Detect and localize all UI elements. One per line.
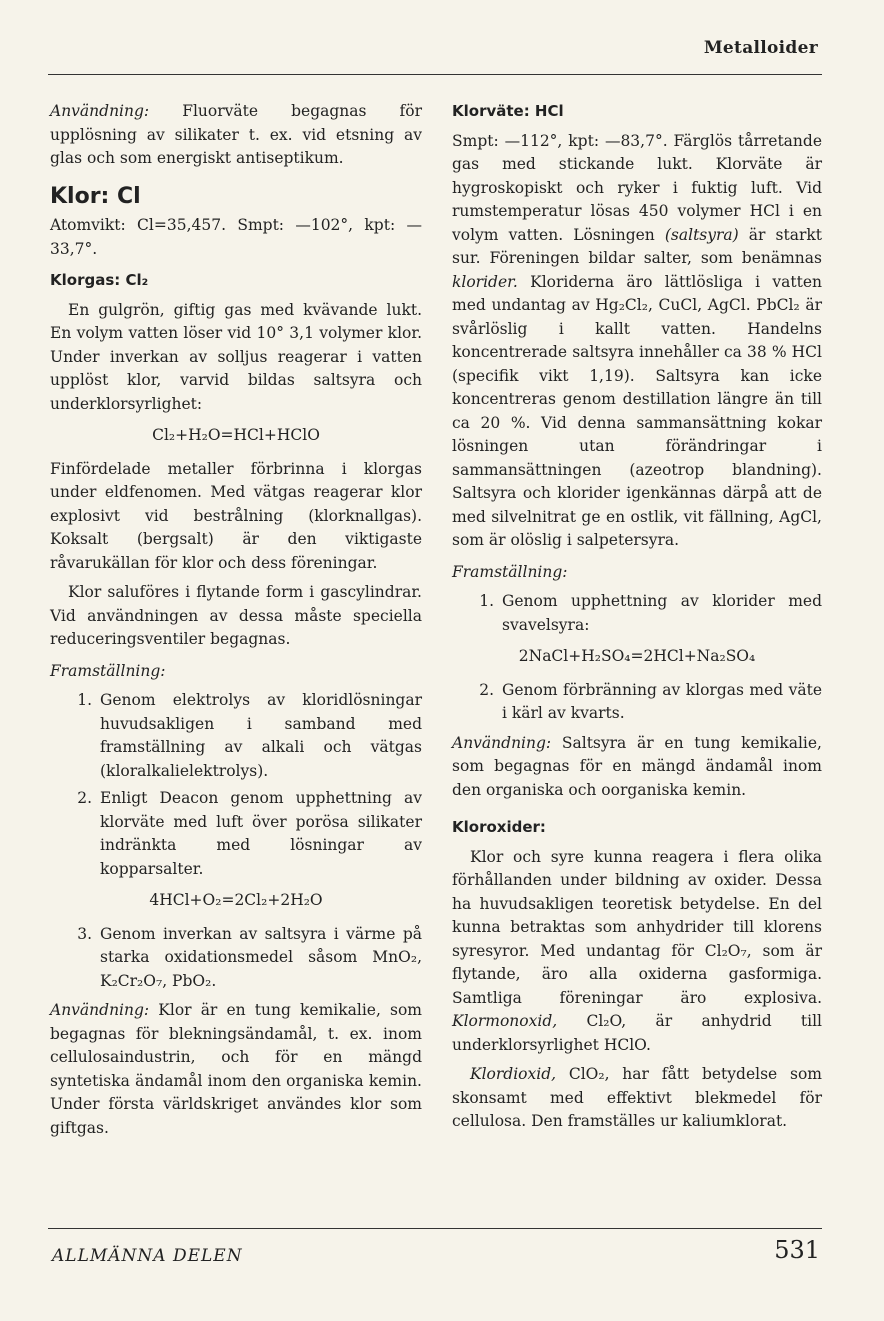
klorgas-paragraph-1: En gulgrön, giftig gas med kvävande lukt. En volym vatten löser vid 10° 3,1 volymer klor. Under inverkan av solljus reagerar i vatten upplöst klor, varvid bildas saltsyra och underklorsyrlighet:	[50, 300, 422, 413]
list-item	[50, 689, 422, 783]
text-run-italic: klorider.	[452, 272, 518, 291]
anvandning-text: Klor är en tung kemikalie, som begagnas för blekningsändamål, t. ex. inom cellulosaindustrin, och för en mängd syntetiska ändamål inom den organiska kemin. Under första världskriget användes klor som giftgas.	[50, 1001, 422, 1137]
item-text: Genom inverkan av saltsyra i värme på starka oxidationsmedel såsom MnO₂, K₂Cr₂O₇, PbO₂.	[100, 924, 422, 990]
kloroxider-heading: Kloroxider:	[452, 818, 546, 836]
framstallning-list-cont	[50, 923, 422, 994]
framstallning-list	[452, 590, 822, 637]
anvandning-fluorvate	[50, 100, 422, 171]
text-run: Cl₂O, är anhydrid till underklorsyrlighet HClO.	[452, 1012, 822, 1054]
formula-cl2-h2o: Cl₂+H₂O=HCl+HClO	[152, 426, 320, 444]
text-run: är starkt sur. Föreningen bildar salter, som benämnas	[452, 225, 822, 267]
left-column	[50, 100, 422, 1146]
framstallning-label: Framställning:	[452, 562, 568, 581]
footer-rule	[48, 1228, 822, 1229]
anvandning-label: Användning:	[50, 1001, 150, 1019]
anvandning-text: Saltsyra är en tung kemikalie, som begagnas för en mängd ändamål inom den organiska och oorganiska kemin.	[452, 733, 822, 799]
klorvate-paragraph	[452, 130, 822, 553]
anvandning-klor	[50, 999, 422, 1140]
klorgas-paragraph-2: Finfördelade metaller förbrinna i klorgas under eldfenomen. Med vätgas reagerar klor explosivt vid bestrålning (klorknallgas). Koksalt (bergsalt) är den viktigaste råvarukällan för klor och dess föreningar.	[50, 459, 422, 572]
item-text: Genom elektrolys av kloridlösningar huvudsakligen i samband med framställning av alkali och vätgas (kloralkalielektrolys).	[100, 691, 422, 780]
footer-section-title: ALLMÄNNA DELEN	[52, 1246, 243, 1266]
running-header: Metalloider	[703, 38, 818, 58]
framstallning-list-cont	[452, 679, 822, 726]
kloroxider-paragraph-2	[452, 1063, 822, 1134]
header-rule	[48, 74, 822, 75]
item-number: 2.	[77, 789, 92, 807]
framstallning-label: Framställning:	[50, 661, 166, 680]
atomvikt-line: Atomvikt: Cl=35,457. Smpt: —102°, kpt: —33,7°.	[50, 216, 422, 258]
item-number: 2.	[479, 680, 494, 699]
anvandning-label: Användning:	[50, 102, 150, 120]
list-item	[452, 590, 822, 637]
page-number: 531	[774, 1236, 820, 1264]
formula-deacon: 4HCl+O₂=2Cl₂+2H₂O	[149, 891, 323, 909]
item-text: Genom förbränning av klorgas med väte i kärl av kvarts.	[502, 680, 822, 722]
list-item	[452, 679, 822, 726]
item-number: 3.	[77, 924, 92, 943]
item-text: Enligt Deacon genom upphettning av klorväte med luft över porösa silikater indränkta med lösningar av kopparsalter.	[100, 789, 422, 878]
text-run: ClO₂, har fått betydelse som skonsamt med effektivt blekmedel för cellulosa. Den framställes ur kaliumklorat.	[452, 1065, 822, 1130]
anvandning-saltsyra	[452, 732, 822, 803]
klor-heading: Klor: Cl	[50, 183, 141, 209]
text-run: Klor och syre kunna reagera i flera olika förhållanden under bildning av oxider. Dessa ha huvudsakligen teoretisk betydelse. En del kunna betraktas som anhydrider till klorens syresyror. Med undantag för Cl₂O₇, som är flytande, äro alla oxiderna gasformiga. Samtliga föreningar äro explosiva.	[452, 847, 822, 1007]
text-run-italic: Klormonoxid,	[452, 1012, 558, 1030]
klorvate-heading: Klorväte: HCl	[452, 102, 564, 120]
text-run: Smpt: —112°, kpt: —83,7°. Färglös tårretande gas med stickande lukt. Klorväte är hygroskopiskt och ryker i fuktig luft. Vid rumstemperatur lösas 450 volymer HCl i en volym vatten. Lösningen	[452, 131, 822, 244]
kloroxider-paragraph-1	[452, 846, 822, 1058]
list-item	[50, 787, 422, 881]
formula-nacl: 2NaCl+H₂SO₄=2HCl+Na₂SO₄	[518, 647, 756, 665]
framstallning-list	[50, 689, 422, 881]
item-number: 1.	[77, 691, 92, 709]
text-run-italic: (saltsyra)	[664, 225, 739, 244]
text-run-italic: Klordioxid,	[470, 1065, 557, 1083]
right-column	[452, 100, 822, 1140]
anvandning-text: Fluorväte begagnas för upplösning av silikater t. ex. vid etsning av glas och som energiskt antiseptikum.	[50, 102, 422, 167]
klorgas-heading: Klorgas: Cl₂	[50, 271, 149, 289]
klorgas-paragraph-3: Klor saluföres i flytande form i gascylindrar. Vid användningen av dessa måste speciella reduceringsventiler begagnas.	[50, 583, 422, 648]
anvandning-label: Användning:	[452, 733, 552, 752]
item-number: 1.	[479, 592, 494, 610]
text-run: Kloriderna äro lättlösliga i vatten med undantag av Hg₂Cl₂, CuCl, AgCl. PbCl₂ är svårlöslig i kallt vatten. Handelns koncentrerade saltsyra innehåller ca 38 % HCl (specifik vikt 1,19). Saltsyra kan icke koncentreras genom destillation längre än till ca 20 %. Vid denna sammansättning kokar lösningen utan förändringar i sammansättningen (azeotrop blandning). Saltsyra och klorider igenkännas därpå att de med silvelnitrat ge en ostlik, vit fällning, AgCl, som är olöslig i salpetersyra.	[452, 272, 822, 549]
list-item	[50, 923, 422, 994]
item-text: Genom upphettning av klorider med svavelsyra:	[502, 592, 822, 634]
